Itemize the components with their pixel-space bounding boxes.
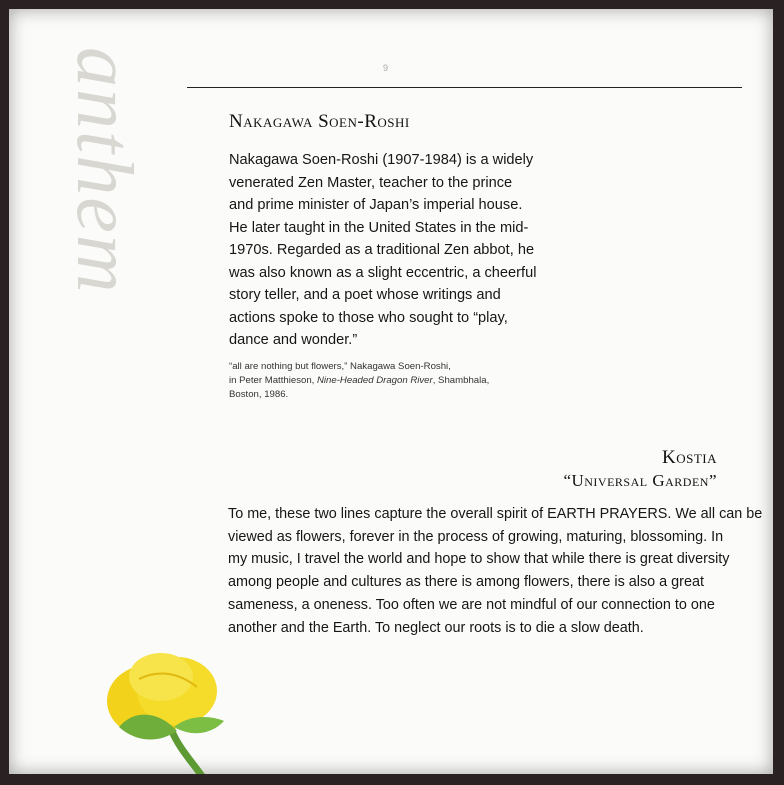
section2-name: Kostia <box>662 447 717 468</box>
page-mark: 9 <box>383 63 389 73</box>
bio-line: actions spoke to those who sought to “play, <box>229 309 508 326</box>
citation-line: “all are nothing but flowers,” Nakagawa Soen-Roshi, <box>229 361 451 372</box>
citation-suffix: , Shambhala, <box>432 375 490 386</box>
vertical-title-watermark: anthem <box>60 47 148 295</box>
text-line: To me, these two lines capture the overall spirit of EARTH PRAYERS. We all can be <box>228 506 763 522</box>
bio-line: venerated Zen Master, teacher to the prince <box>229 174 513 191</box>
text-line: among people and cultures as there is among flowers, there is also a great <box>228 574 704 591</box>
section1-citation <box>229 360 539 402</box>
section2-heading <box>563 446 717 492</box>
text-line: viewed as flowers, forever in the process of growing, maturing, blossoming. In <box>228 528 724 545</box>
bio-line: dance and wonder.” <box>229 332 358 348</box>
citation-book-title: Nine-Headed Dragon River <box>317 375 433 386</box>
book-page <box>9 9 773 774</box>
citation-prefix: in Peter Matthieson, <box>229 375 317 386</box>
section2-text <box>228 503 763 639</box>
bio-line: 1970s. Regarded as a traditional Zen abbot, he <box>229 242 535 258</box>
text-line: my music, I travel the world and hope to show that while there is great diversity <box>228 551 730 568</box>
section2-subtitle: “Universal Garden” <box>563 471 717 490</box>
bio-line: story teller, and a poet whose writings and <box>229 287 501 303</box>
citation-line: Boston, 1986. <box>229 389 289 400</box>
bio-line: He later taught in the United States in the mid- <box>229 219 529 236</box>
section1-heading: Nakagawa Soen-Roshi <box>229 111 410 132</box>
header-rule <box>187 87 742 88</box>
bio-line: Nakagawa Soen-Roshi (1907-1984) is a widely <box>229 152 534 168</box>
section1-bio <box>229 149 537 352</box>
text-line: sameness, a oneness. Too often we are not mindful of our connection to one <box>228 596 715 613</box>
bio-line: and prime minister of Japan’s imperial house. <box>229 197 523 213</box>
text-line: another and the Earth. To neglect our roots is to die a slow death. <box>228 619 644 636</box>
citation-line <box>229 374 539 388</box>
bio-line: was also known as a slight eccentric, a cheerful <box>229 264 537 281</box>
yellow-flower-illustration <box>79 639 259 774</box>
